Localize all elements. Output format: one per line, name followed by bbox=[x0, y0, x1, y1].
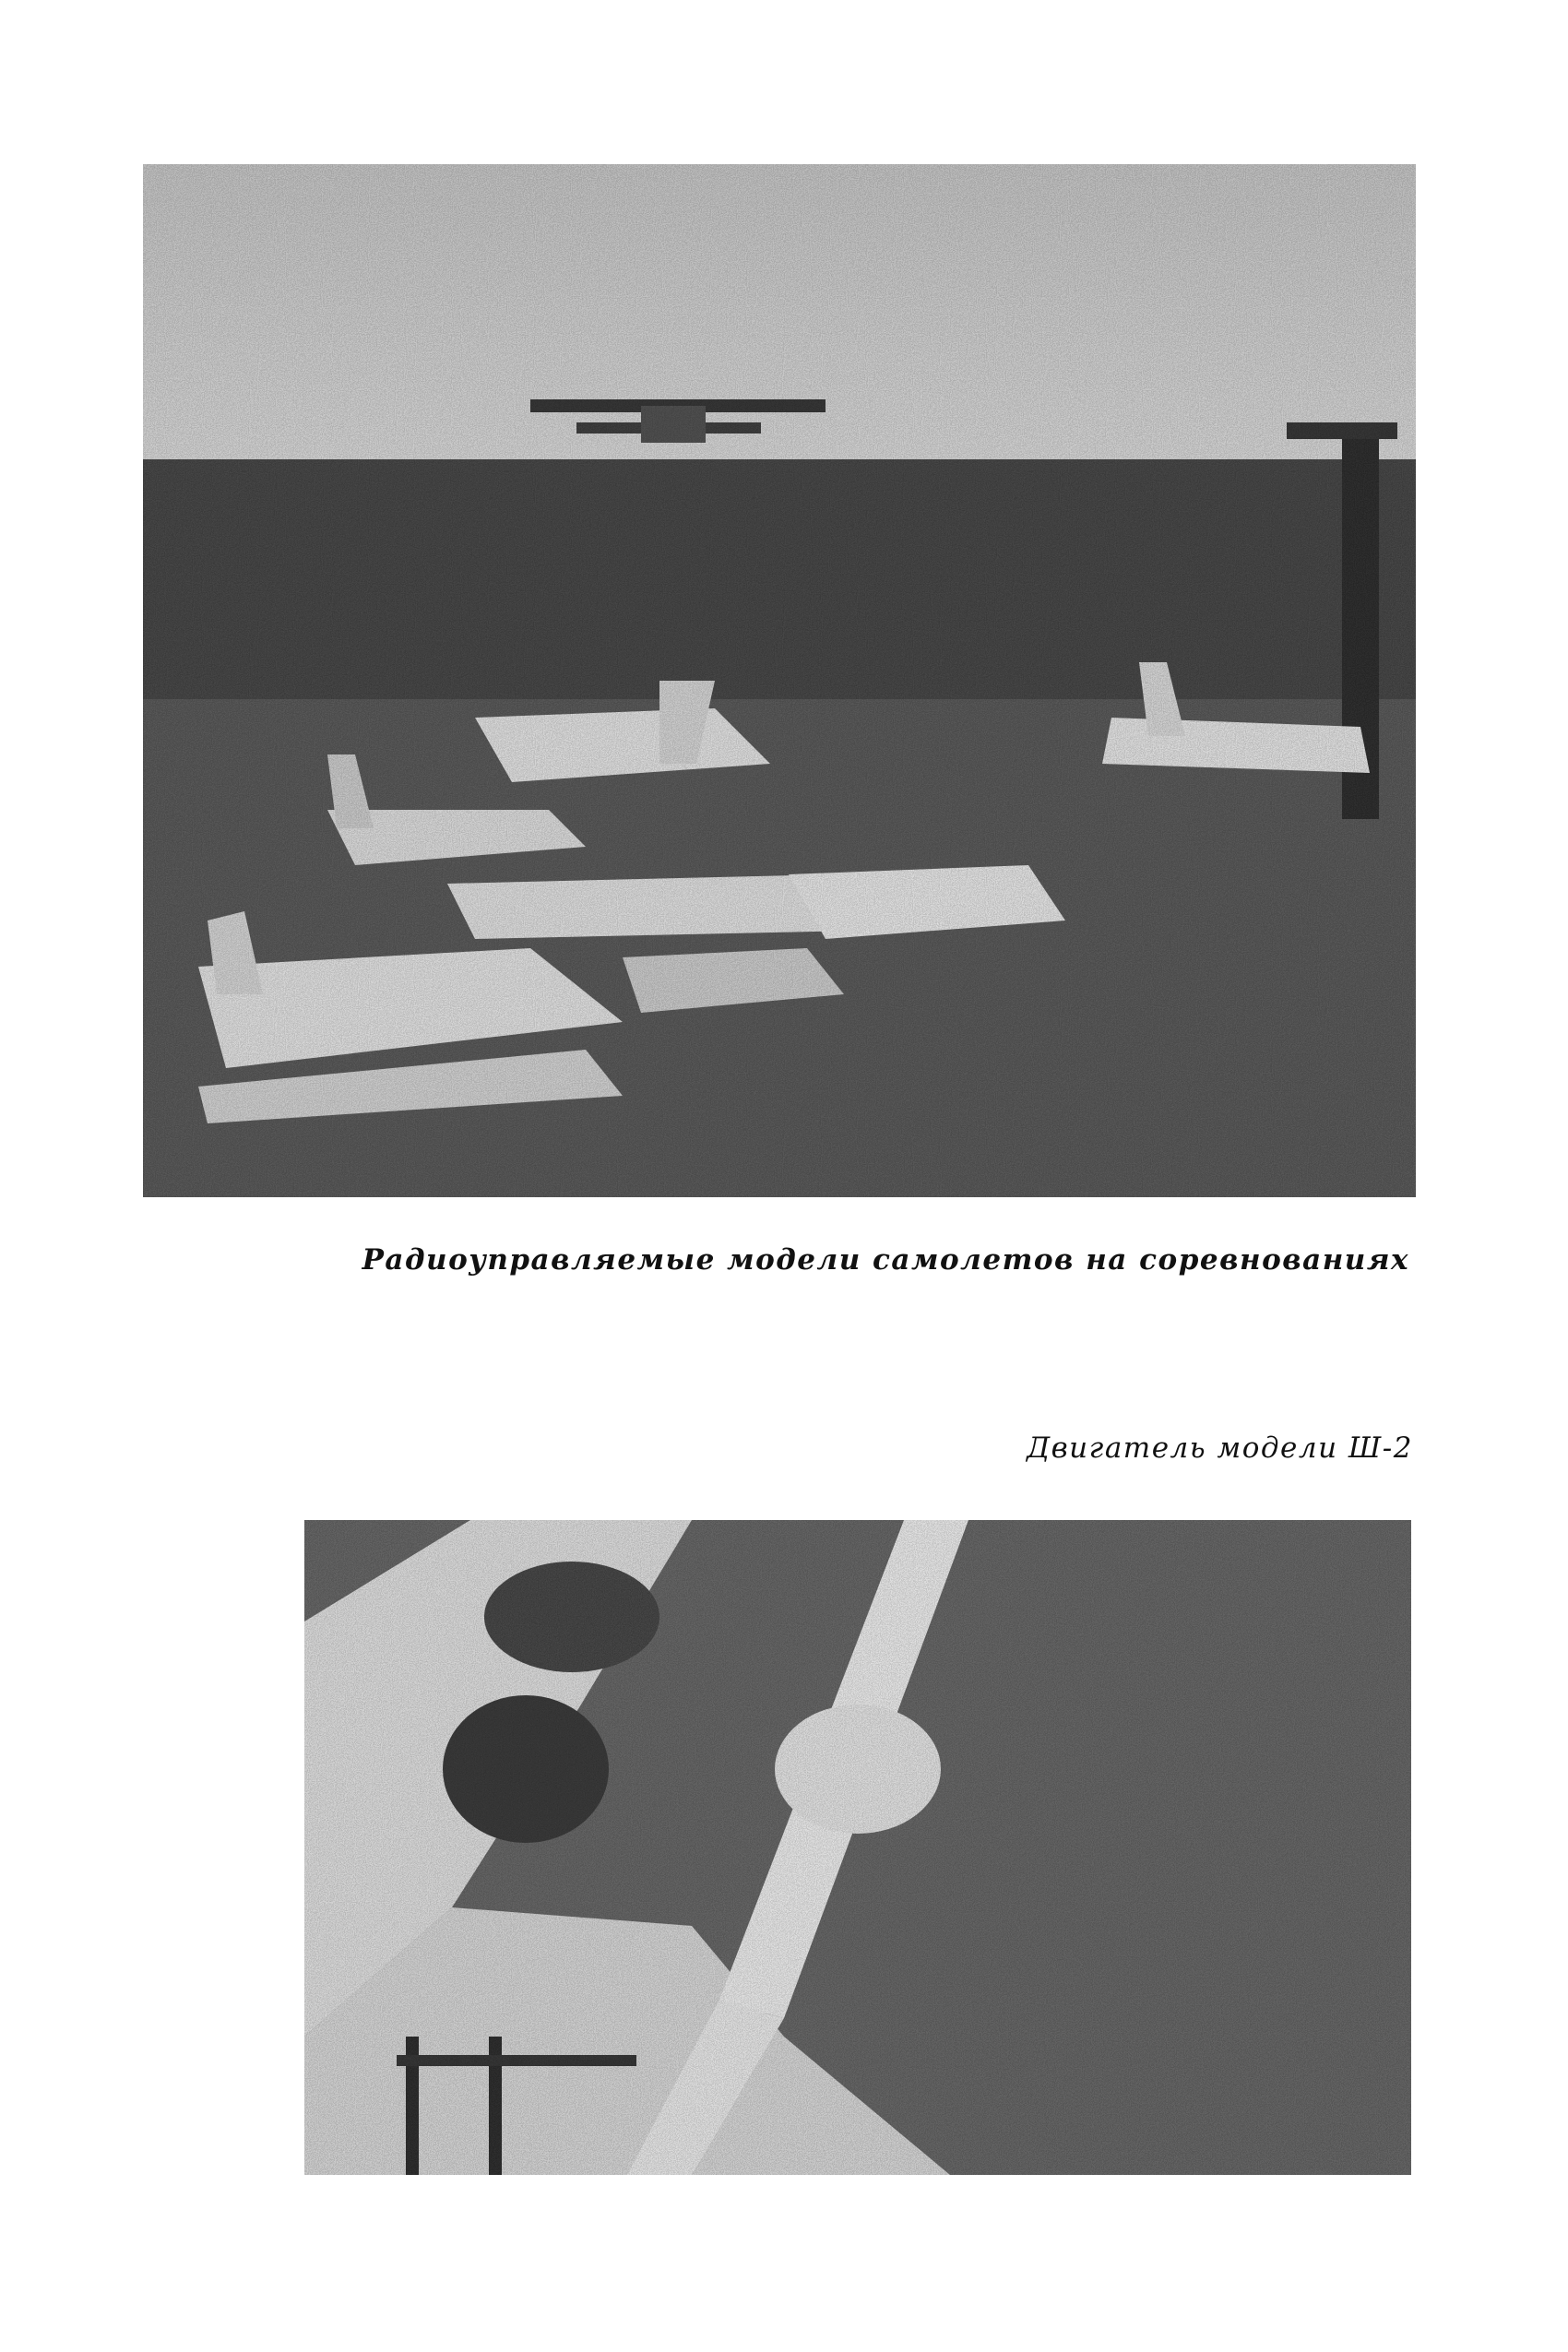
caption-radio-models: Радиоуправляемые модели самолетов на соревнованиях bbox=[362, 1243, 1409, 1277]
photo-radio-models bbox=[143, 164, 1416, 1197]
photo-model-engine-image bbox=[304, 1520, 1411, 2175]
photo-model-engine bbox=[304, 1520, 1411, 2175]
caption-engine-model: Двигатель модели Ш-2 bbox=[1026, 1431, 1413, 1465]
photo-radio-models-image bbox=[143, 164, 1416, 1197]
